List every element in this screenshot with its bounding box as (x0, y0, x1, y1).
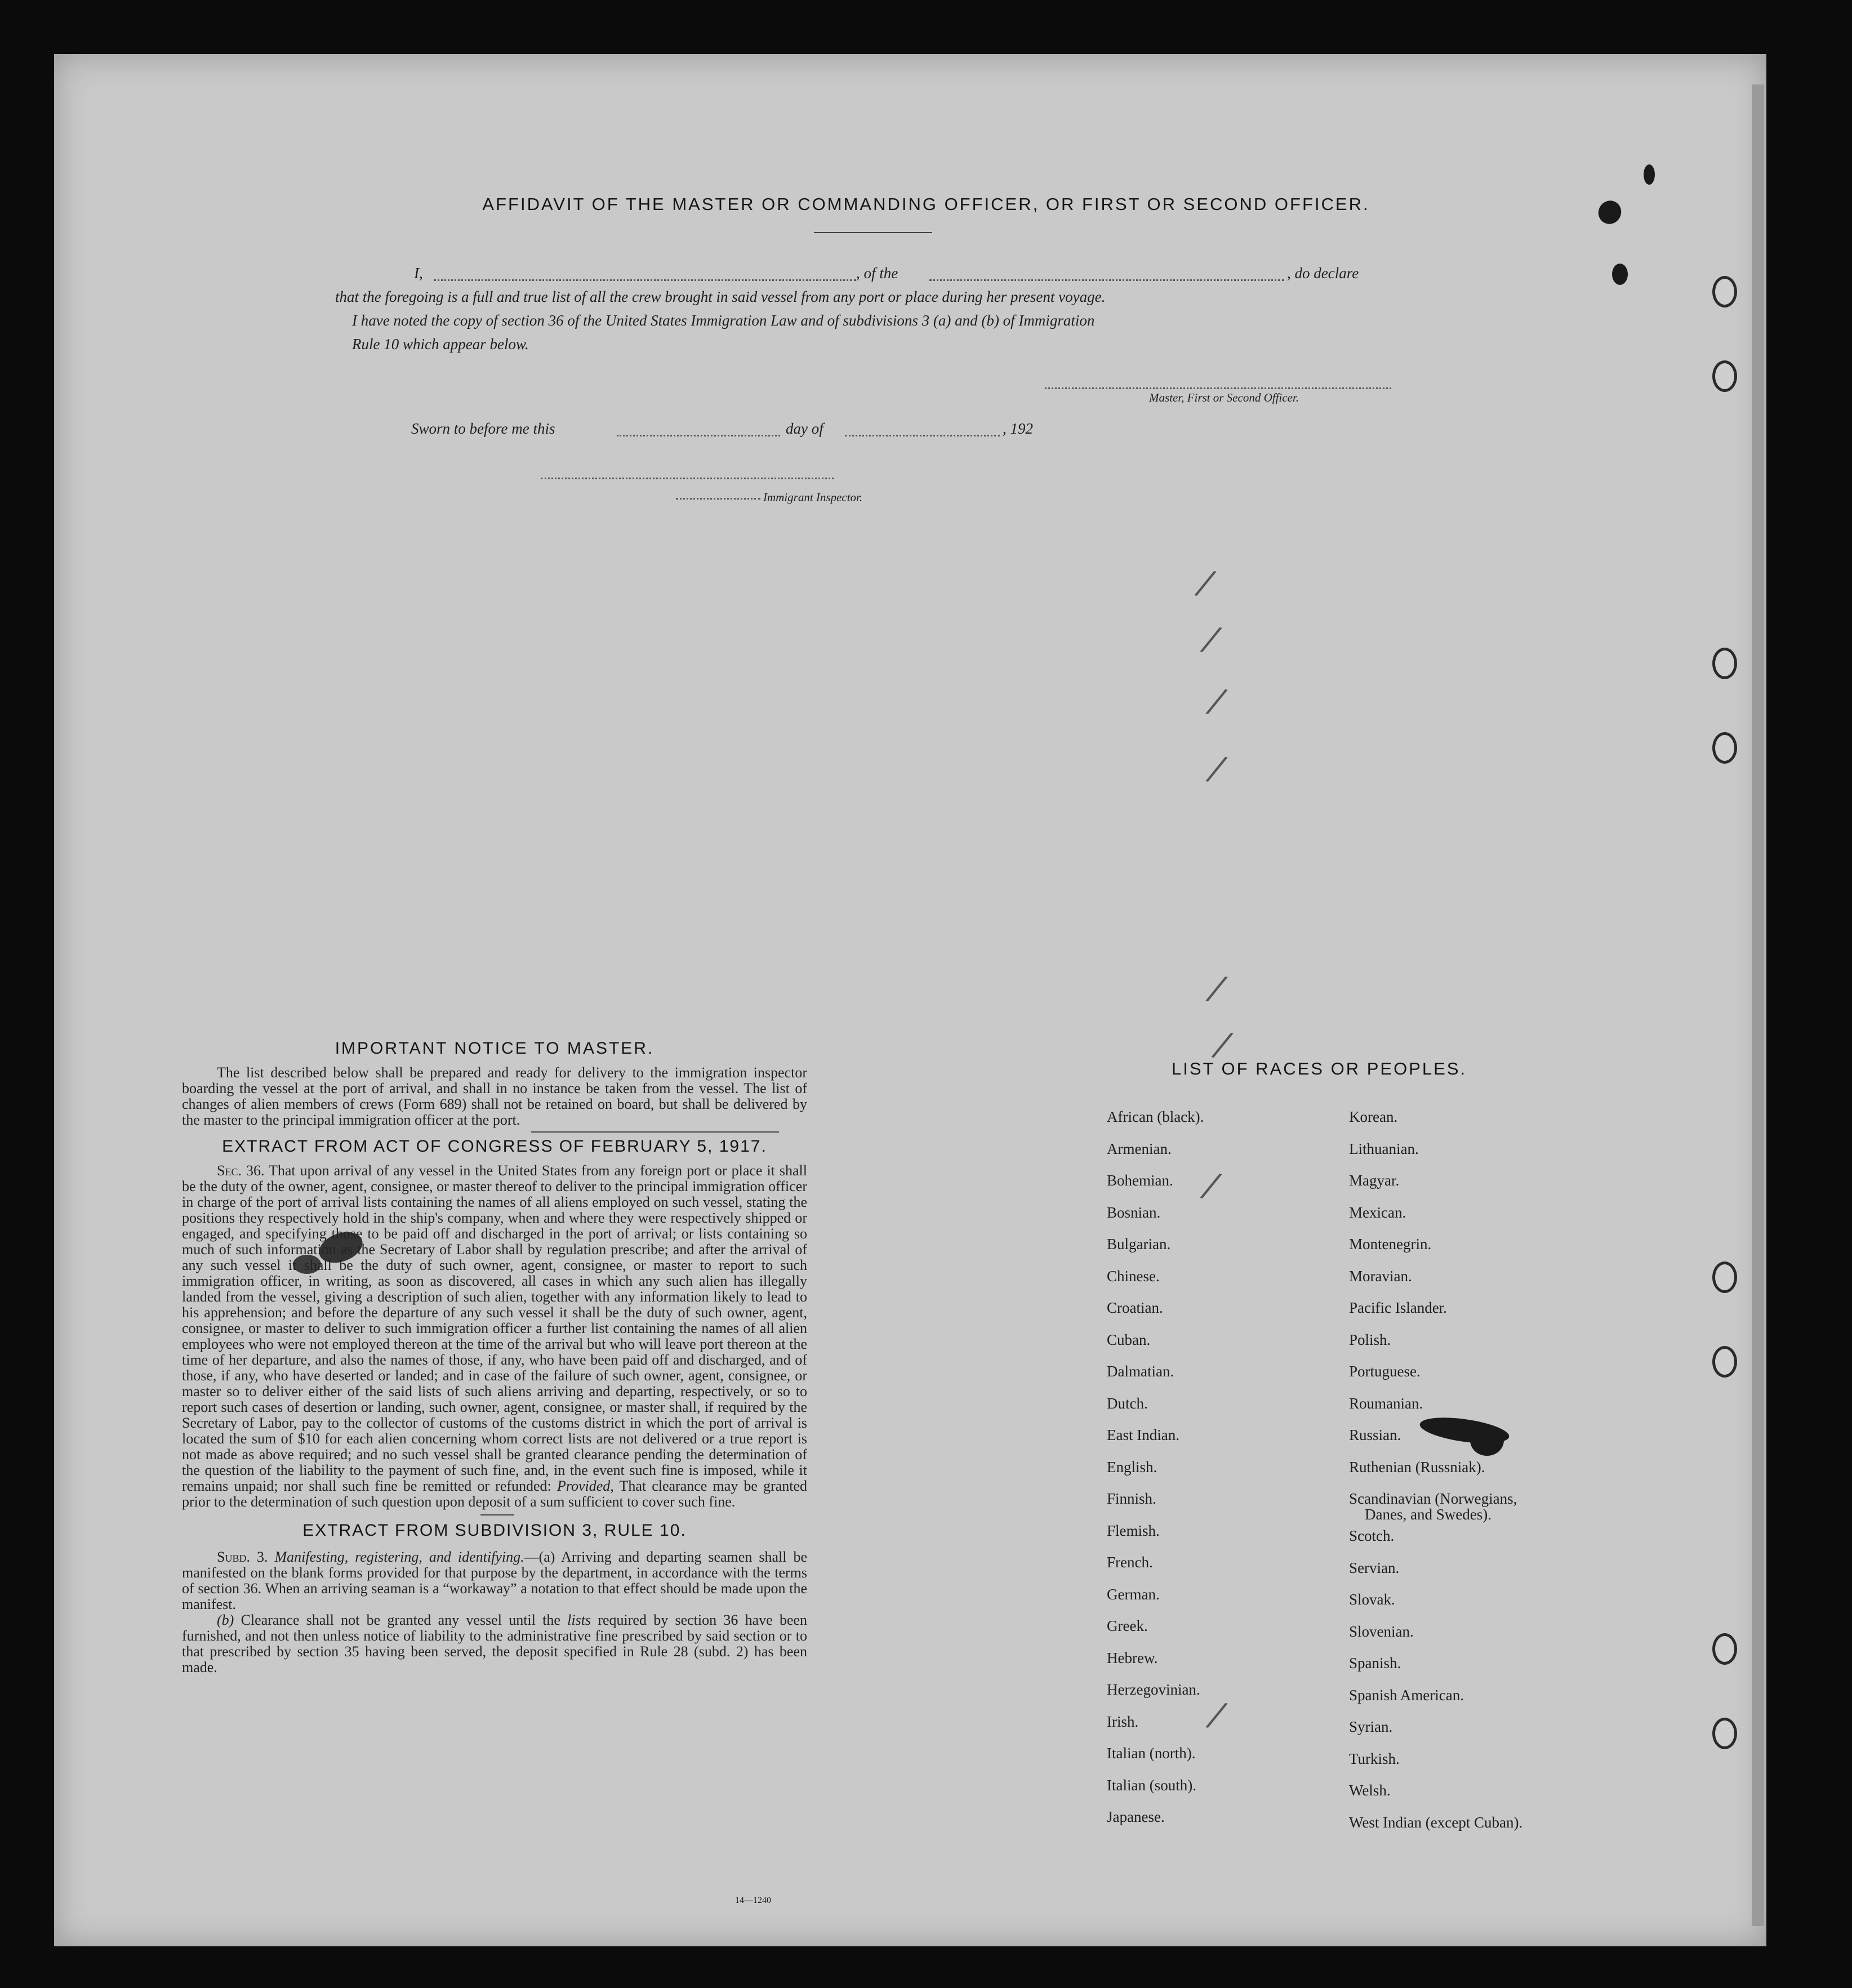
extract-act-title: EXTRACT FROM ACT OF CONGRESS OF FEBRUARY 5, 1917. (222, 1137, 767, 1156)
race-item: African (black). (1107, 1108, 1204, 1125)
sworn-day-blank[interactable] (617, 435, 780, 436)
subd-title: Manifesting, registering, and identifying. (274, 1549, 524, 1565)
race-item: Ruthenian (Russniak). (1349, 1458, 1485, 1476)
vessel-blank[interactable] (929, 279, 1284, 281)
extract-rule-para-a (182, 1549, 807, 1612)
race-item: Spanish American. (1349, 1686, 1464, 1704)
affidavit-title: AFFIDAVIT OF THE MASTER OR COMMANDING OFFICER, OR FIRST OR SECOND OFFICER. (482, 194, 1370, 214)
check-mark: / (1207, 968, 1227, 1009)
inspector-caption: Immigrant Inspector. (763, 491, 863, 504)
para-b-post: required by section 36 have been furnished, and not then unless notice of liability to the administrative fine prescribed by said section or to that prescribed by section 35 having been served, the deposit specified in Rule 28 (subd. 2) has been made. (182, 1612, 808, 1675)
affidavit-line4: Rule 10 which appear below. (352, 336, 529, 353)
race-item: Dalmatian. (1107, 1363, 1174, 1380)
race-item: Roumanian. (1349, 1394, 1423, 1412)
race-item: Lithuanian. (1349, 1140, 1419, 1157)
subd-label: Subd. 3. (217, 1549, 268, 1565)
race-item: Croatian. (1107, 1299, 1163, 1316)
punch-hole (1712, 1633, 1737, 1665)
extract-rule-title: EXTRACT FROM SUBDIVISION 3, RULE 10. (302, 1521, 687, 1540)
race-item: Cuban. (1107, 1331, 1151, 1348)
sworn-mid: day of (786, 420, 823, 437)
para-b-lists: lists (567, 1612, 591, 1628)
race-item: Slovenian. (1349, 1623, 1414, 1640)
sworn-month-blank[interactable] (845, 435, 1000, 436)
race-item: Japanese. (1107, 1808, 1165, 1825)
race-item: Bosnian. (1107, 1204, 1161, 1221)
race-item: Herzegovinian. (1107, 1681, 1200, 1698)
para-b-pre: Clearance shall not be granted any vessel until the (241, 1612, 560, 1628)
race-item: Welsh. (1349, 1782, 1391, 1799)
punch-hole (1712, 1262, 1737, 1293)
race-item: Slovak. (1349, 1591, 1395, 1608)
race-item: Bohemian. (1107, 1172, 1173, 1189)
race-item: West Indian (except Cuban). (1349, 1813, 1523, 1831)
punch-hole (1712, 1718, 1737, 1749)
punch-hole (1712, 1346, 1737, 1378)
ink-blot (1612, 264, 1628, 285)
notice-section (182, 1039, 807, 1675)
form-number: 14—1240 (735, 1896, 771, 1905)
race-item: Italian (south). (1107, 1776, 1196, 1794)
check-mark: / (1207, 1694, 1227, 1736)
title-divider (814, 232, 932, 233)
race-item: Armenian. (1107, 1140, 1172, 1157)
section-divider (531, 1131, 779, 1133)
races-right-column (1349, 1108, 1522, 1846)
check-mark: / (1207, 748, 1227, 790)
extract-rule-para-b (182, 1612, 807, 1675)
notice-body: The list described below shall be prepared and ready for delivery to the immigration inspector boarding the vessel at the port of arrival, and shall in no instance be taken from the vessel. The list of changes of alien members of crews (Form 689) shall not be retained on board, but shall be delivered by the master to the principal immigration officer at the port. (182, 1064, 807, 1128)
punch-hole (1712, 648, 1737, 679)
race-item: Portuguese. (1349, 1363, 1421, 1380)
sworn-end: , 192 (1003, 420, 1033, 437)
sworn-start: Sworn to before me this (411, 420, 555, 437)
race-item: Finnish. (1107, 1490, 1156, 1507)
affidavit-line3: I have noted the copy of section 36 of the United States Immigration Law and of subdivisions 3 (a) and (b) of Immigration (352, 312, 1095, 329)
race-item: Spanish. (1349, 1655, 1401, 1671)
race-item: Irish. (1107, 1713, 1139, 1730)
race-item: English. (1107, 1458, 1158, 1476)
race-item-continued: Danes, and Swedes). (1365, 1506, 1492, 1523)
punch-hole (1712, 276, 1737, 307)
extract-act-text-end: That clearance may be granted prior to the determination of such question upon deposit of a sum sufficient to cover such fine. (182, 1478, 807, 1510)
race-item: Moravian. (1349, 1267, 1412, 1285)
race-item: French. (1107, 1554, 1153, 1571)
check-mark: / (1207, 680, 1227, 722)
extract-act-body (182, 1163, 807, 1510)
para-b-label: (b) (217, 1612, 234, 1628)
check-mark: / (1212, 1024, 1232, 1066)
race-item: Flemish. (1107, 1522, 1160, 1539)
check-mark: / (1201, 618, 1221, 660)
race-item: Turkish. (1349, 1750, 1400, 1767)
subd-para-a: —(a) Arriving and departing seamen shall be manifested on the blank forms provided for that purpose by the department, in accordance with the terms of section 36. When an arriving seaman is a “workaway” a notation to that effect should be made upon the manifest. (182, 1549, 807, 1612)
race-item: Montenegrin. (1349, 1236, 1432, 1252)
races-left-column (1107, 1108, 1204, 1840)
race-item: Syrian. (1349, 1718, 1393, 1735)
race-item: Greek. (1107, 1617, 1148, 1634)
races-title: LIST OF RACES OR PEOPLES. (1172, 1059, 1467, 1078)
race-item: Hebrew. (1107, 1649, 1158, 1666)
sheet-edge (1752, 84, 1764, 1926)
race-item: Servian. (1349, 1559, 1400, 1576)
race-item: East Indian. (1107, 1427, 1179, 1443)
race-item: Italian (north). (1107, 1745, 1196, 1762)
master-signature-blank[interactable] (1045, 387, 1391, 389)
provided-word: Provided, (557, 1478, 614, 1494)
section-divider (480, 1514, 514, 1515)
race-item: Korean. (1349, 1108, 1398, 1125)
race-item: Pacific Islander. (1349, 1299, 1447, 1316)
race-item: German. (1107, 1585, 1160, 1603)
punch-hole (1712, 360, 1737, 392)
notice-title: IMPORTANT NOTICE TO MASTER. (335, 1039, 655, 1058)
race-item: Magyar. (1349, 1172, 1400, 1189)
punch-hole (1712, 732, 1737, 764)
race-item: Mexican. (1349, 1204, 1406, 1221)
ink-blot (1644, 164, 1655, 185)
affidavit-line1-mid: , of the (856, 265, 898, 282)
extract-act-text: That upon arrival of any vessel in the United States from any foreign port or place it shall be the duty of the owner, agent, consignee, or master thereof to deliver to the principal immigration officer in charge of the port of arrival lists containing the names of all aliens employed on such vessel, stating the positions they respectively hold in the ship's company, when and where they were respectively shipped or engaged, and specifying those to be paid off and discharged in the port of arrival; or lists containing so much of such information as the Secretary of Labor shall by regulation prescribe; and after the arrival of any such vessel it shall be the duty of such owner, agent, consignee, or master to report to such immigration officer, in writing, as soon as discovered, all cases in which any such alien has illegally landed from the vessel, giving a description of such alien, together with any information likely to lead to his apprehension; and before the departure of any such vessel it shall be the duty of such owner, agent, consignee, or master to deliver to such immigration officer a further list containing the names of all alien employees who were not employed thereon at the time of the arrival but who will leave port thereon at the time of her departure, and also the names of those, if any, who have been paid off and discharged, and of those, if any, who have deserted or landed; and in case of the failure of such owner, agent, consignee, or master so to deliver either of the said lists of such aliens arriving and departing, respectively, or so to report such cases of desertion or landing, such owner, agent, consignee, or master shall, if required by the Secretary of Labor, pay to the collector of customs of the customs district in which the port of arrival is located the sum of $10 for each alien concerning whom correct lists are not delivered or a true report is not made as above required; and no such vessel shall be granted clearance pending the determination of the question of the liability to the payment of such fine, and, in the event such fine is imposed, while it remains unpaid; nor shall such fine be remitted or refunded: (182, 1162, 807, 1494)
affidavit-line1-end: , do declare (1287, 265, 1359, 282)
race-item: Scandinavian (Norwegians, (1349, 1490, 1517, 1507)
name-blank[interactable] (434, 279, 856, 281)
affidavit-line2: that the foregoing is a full and true list of all the crew brought in said vessel from any port or place during her present voyage. (335, 288, 1106, 305)
section-label: Sec. 36. (217, 1162, 265, 1179)
inspector-signature-blank[interactable] (541, 478, 834, 479)
race-item: Dutch. (1107, 1394, 1148, 1412)
master-caption: Master, First or Second Officer. (1149, 391, 1299, 404)
race-item: Scotch. (1349, 1527, 1395, 1544)
race-item-scandinavian (1349, 1490, 1522, 1527)
check-mark: / (1195, 562, 1216, 604)
race-item: Russian. (1349, 1427, 1401, 1443)
race-item: Chinese. (1107, 1267, 1160, 1285)
affidavit-line1-start: I, (414, 265, 423, 282)
inspector-blank-short (676, 498, 760, 500)
check-mark: / (1201, 1165, 1221, 1206)
race-item: Polish. (1349, 1331, 1391, 1348)
race-item: Bulgarian. (1107, 1236, 1171, 1252)
